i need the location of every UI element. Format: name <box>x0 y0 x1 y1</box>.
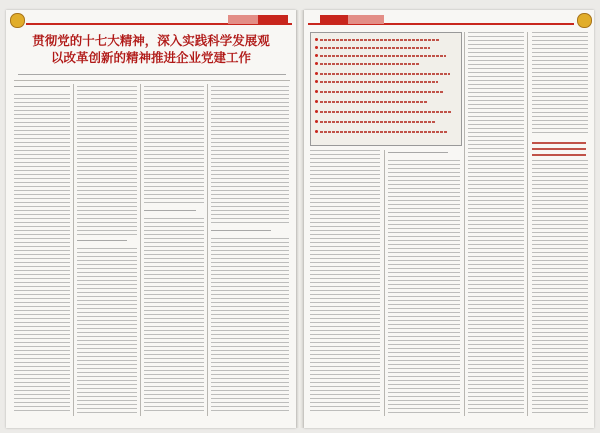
headline-line-1: 贯彻党的十七大精神，深入实践科学发展观 <box>32 33 270 48</box>
column-red-heading-block <box>532 142 586 156</box>
right-masthead <box>304 13 594 29</box>
column-divider <box>207 84 208 416</box>
article-column <box>211 238 289 414</box>
column-divider <box>73 84 74 416</box>
highlights-box <box>310 32 462 146</box>
article-column <box>77 248 137 414</box>
article-column <box>388 160 460 414</box>
list-item <box>315 53 446 59</box>
article-column <box>14 94 70 414</box>
section-label <box>258 15 288 24</box>
article-column <box>532 32 588 136</box>
left-masthead <box>6 13 296 29</box>
column-subhead-block <box>144 210 196 213</box>
section-label <box>228 15 262 24</box>
column-divider <box>527 32 528 416</box>
byline-text-block <box>18 74 286 77</box>
list-item <box>315 119 435 125</box>
headline-line-2: 以改革创新的精神推进企业党建工作 <box>50 50 251 65</box>
list-item <box>315 99 428 105</box>
article-column <box>532 160 588 414</box>
article-column <box>144 218 204 414</box>
left-page <box>6 10 296 428</box>
list-item <box>315 109 452 115</box>
list-item <box>315 79 438 85</box>
column-subhead-block <box>211 230 271 233</box>
column-subhead-block <box>14 86 70 89</box>
list-item <box>315 45 430 51</box>
column-divider <box>384 150 385 416</box>
article-column <box>77 86 137 236</box>
list-item <box>315 89 444 95</box>
main-headline <box>26 32 276 66</box>
page-spine <box>296 10 304 428</box>
article-column <box>468 32 524 414</box>
article-column <box>211 86 289 226</box>
byline <box>18 72 286 77</box>
list-item <box>315 71 450 77</box>
right-page <box>304 10 594 428</box>
article-column <box>310 150 380 414</box>
list-item <box>315 129 448 135</box>
headline-rule <box>14 80 290 81</box>
list-item <box>315 61 420 67</box>
column-subhead-block <box>77 240 127 243</box>
article-column <box>144 86 204 206</box>
section-label <box>348 15 384 24</box>
page-badge-icon <box>10 13 25 28</box>
page-badge-icon <box>577 13 592 28</box>
column-subhead-block <box>388 152 448 155</box>
list-item <box>315 37 440 43</box>
column-divider <box>464 32 465 416</box>
column-divider <box>140 84 141 416</box>
